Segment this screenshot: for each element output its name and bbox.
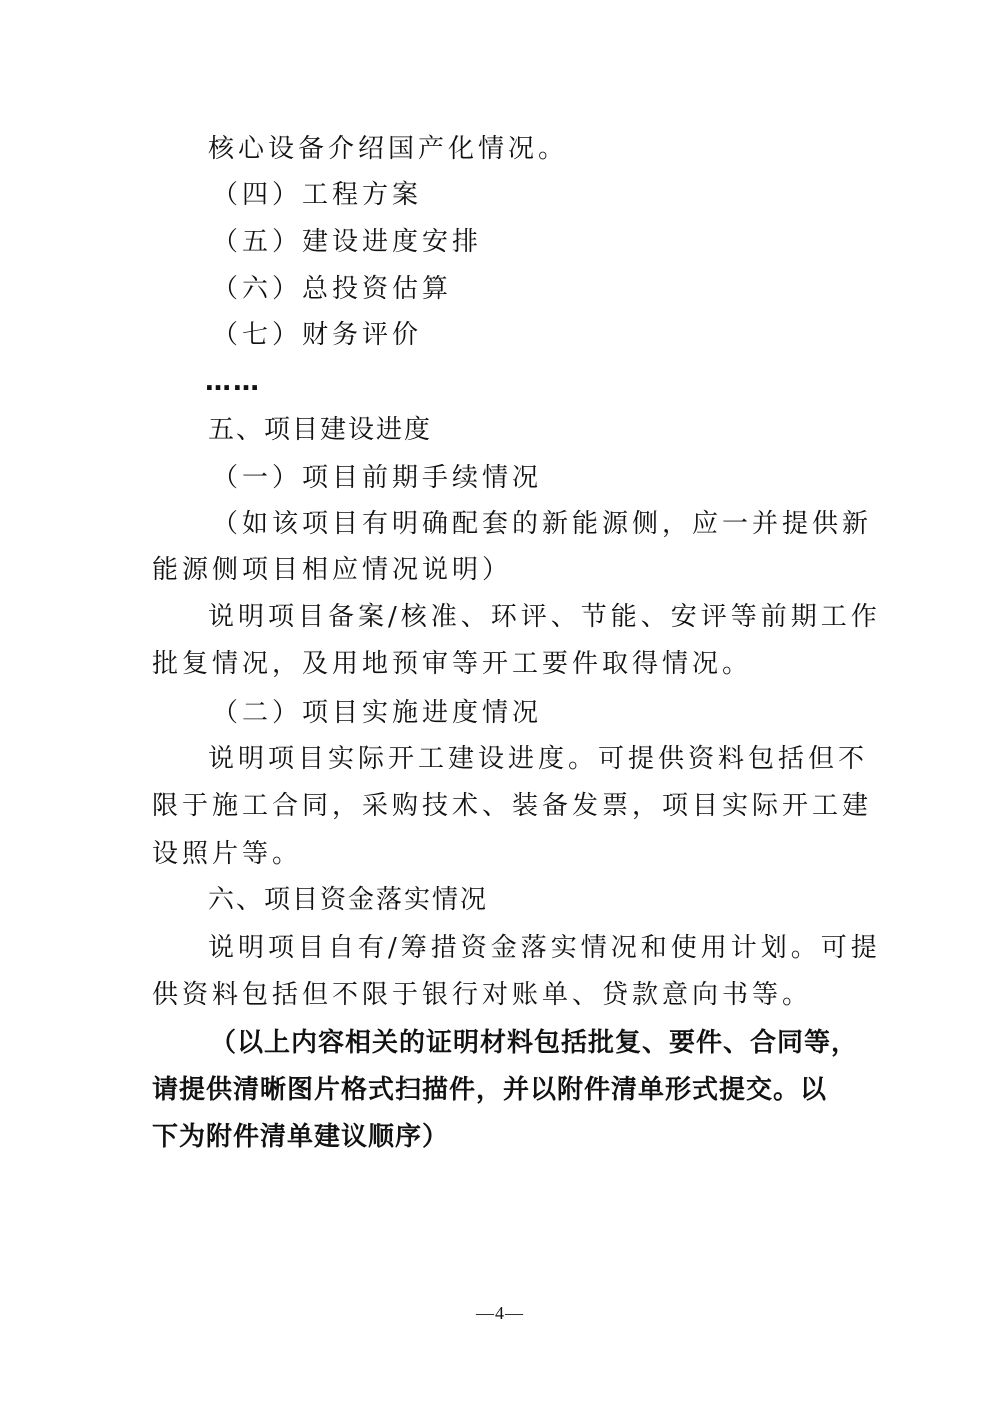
body-text-line: 说明项目实际开工建设进度。可提供资料包括但不: [208, 744, 869, 774]
note-text-line: 请提供清晰图片格式扫描件，并以附件清单形式提交。以: [152, 1075, 828, 1105]
note-text-line: （以上内容相关的证明材料包括批复、要件、合同等，: [210, 1028, 859, 1058]
subsection-heading: （四）工程方案: [212, 180, 423, 210]
body-text-line: 限于施工合同，采购技术、装备发票，项目实际开工建: [152, 791, 873, 821]
subsection-heading: （一）项目前期手续情况: [212, 463, 543, 493]
body-text-line: 核心设备介绍国产化情况。: [208, 134, 569, 164]
note-text-line: 下为附件清单建议顺序）: [152, 1122, 450, 1152]
subsection-heading: （五）建设进度安排: [212, 227, 483, 257]
body-text-line: 说明项目自有/筹措资金落实情况和使用计划。可提: [208, 933, 881, 963]
page-number: —4—: [476, 1303, 524, 1323]
section-heading: 五、项目建设进度: [208, 415, 433, 445]
body-text-line: 批复情况，及用地预审等开工要件取得情况。: [152, 649, 753, 679]
ellipsis: ……: [205, 367, 261, 397]
body-text-line: 能源侧项目相应情况说明）: [152, 555, 513, 585]
subsection-heading: （二）项目实施进度情况: [212, 698, 543, 728]
body-text-line: （如该项目有明确配套的新能源侧，应一并提供新: [212, 509, 873, 539]
section-heading: 六、项目资金落实情况: [208, 885, 489, 915]
subsection-heading: （七）财务评价: [212, 320, 423, 350]
body-text-line: 供资料包括但不限于银行对账单、贷款意向书等。: [152, 980, 813, 1010]
body-text-line: 设照片等。: [152, 839, 303, 869]
subsection-heading: （六）总投资估算: [212, 274, 453, 304]
body-text-line: 说明项目备案/核准、环评、节能、安评等前期工作: [208, 602, 881, 632]
